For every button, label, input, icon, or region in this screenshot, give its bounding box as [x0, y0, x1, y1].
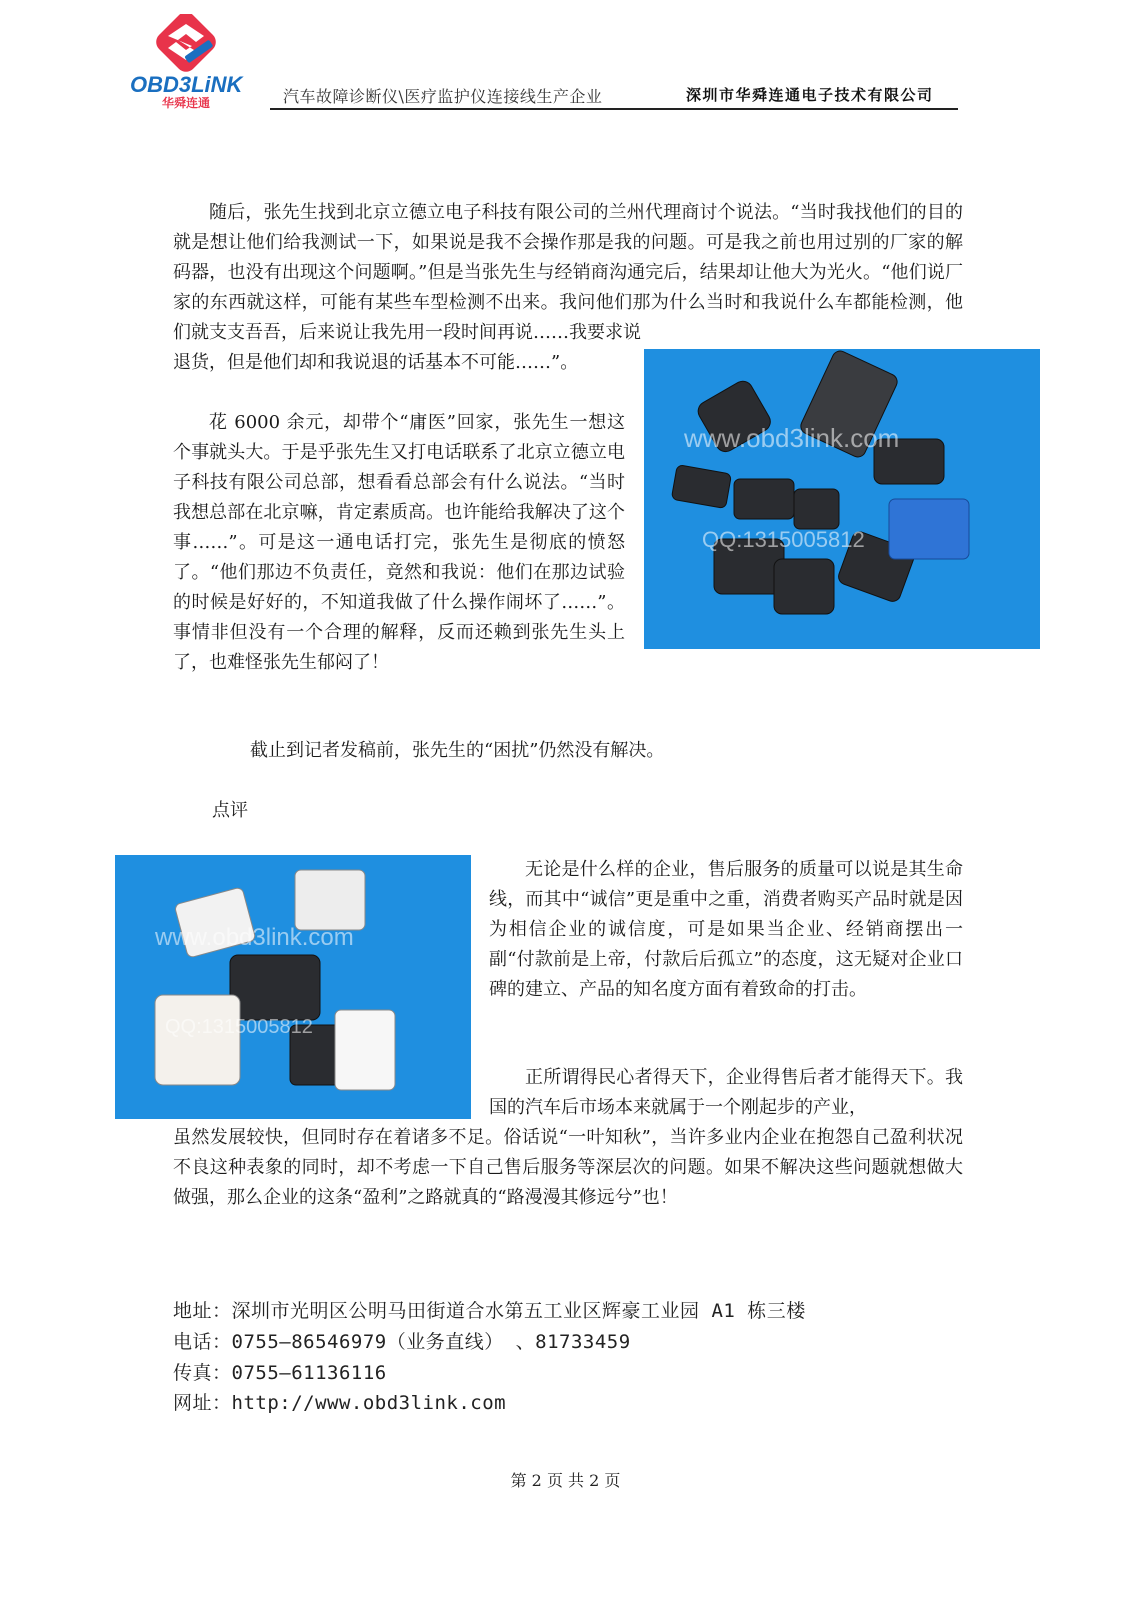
page-number: 第 2 页 共 2 页: [510, 1471, 621, 1490]
article-paragraph-3: 截止到记者发稿前，张先生的“困扰”仍然没有解决。: [250, 740, 665, 761]
footer-address: 地址：深圳市光明区公明马田街道合水第五工业区辉豪工业园 A1 栋三楼: [173, 1300, 806, 1322]
article-paragraph-2: 花 6000 余元，却带个“庸医”回家，张先生一想这个事就头大。于是乎张先生又打电话联系了北京立德立电子科技有限公司总部，想看看总部会有什么说法。“当时我想总部在北京嘛，肯定素质高。也许能给我解决了这个事……”。可是这一通电话打完，张先生是彻底的愤怒了。“他们那边不负责任，竟然和我说：他们在那边试验的时候是好好的，不知道我做了什么操作闹坏了……”。事情非但没有一个合理的解释，反而还赖到张先生头上了，也难怪张先生郁闷了！: [173, 412, 625, 673]
logo-subtext: 华舜连通: [162, 96, 211, 110]
header-company-name: 深圳市华舜连通电子技术有限公司: [686, 86, 934, 104]
logo-text: OBD3LiNK: [130, 72, 243, 97]
header-divider: [270, 108, 958, 110]
photo-watermark-url: www.obd3link.com: [155, 924, 354, 951]
company-logo: [128, 14, 248, 110]
footer-phone: 电话：0755—86546979（业务直线） 、81733459: [173, 1331, 631, 1353]
header-subtitle: 汽车故障诊断仪\医疗监护仪连接线生产企业: [283, 87, 603, 106]
article-paragraph-1: 随后，张先生找到北京立德立电子科技有限公司的兰州代理商讨个说法。“当时我找他们的目的就是想让他们给我测试一下，如果说是我不会操作那是我的问题。可是我之前也用过别的厂家的解码器，也没有出现这个问题啊。”但是当张先生与经销商沟通完后，结果却让他大为光火。“他们说厂家的东西就这样，可能有某些车型检测不出来。我问他们那为什么当时和我说什么车都能检测，他们就支支吾吾，后来说让我先用一段时间再说……我要求说: [173, 202, 963, 343]
article-paragraph-6-start: 正所谓得民心者得天下，企业得售后者才能得天下。我国的汽车后市场本来就属于一个刚起步的产业，: [489, 1067, 963, 1118]
logo-icon: [128, 14, 248, 110]
section-heading-comment: 点评: [212, 800, 248, 821]
article-paragraph-1-end: 退货，但是他们却和我说退的话基本不可能……”。: [173, 352, 579, 373]
product-photo-connectors: [644, 349, 1040, 649]
product-photo-white-connectors: [115, 855, 471, 1119]
article-paragraph-5: 无论是什么样的企业，售后服务的质量可以说是其生命线，而其中“诚信”更是重中之重，消费者购买产品时就是因为相信企业的诚信度，可是如果当企业、经销商摆出一副“付款前是上帝，付款后后孤立”的态度，这无疑对企业口碑的建立、产品的知名度方面有着致命的打击。: [489, 859, 963, 1000]
footer-fax: 传真：0755—61136116: [173, 1362, 387, 1384]
photo-watermark-qq: QQ:1315005812: [165, 1016, 313, 1038]
photo-watermark-qq: QQ:1315005812: [702, 527, 865, 552]
footer-website[interactable]: 网址：http://www.obd3link.com: [173, 1392, 507, 1414]
article-paragraph-6-end: 虽然发展较快，但同时存在着诸多不足。俗话说“一叶知秋”，当许多业内企业在抱怨自己盈利状况不良这种表象的同时，却不考虑一下自己售后服务等深层次的问题。如果不解决这些问题就想做大做强，那么企业的这条“盈利”之路就真的“路漫漫其修远兮”也！: [173, 1127, 963, 1208]
photo-watermark-url: www.obd3link.com: [684, 423, 900, 453]
